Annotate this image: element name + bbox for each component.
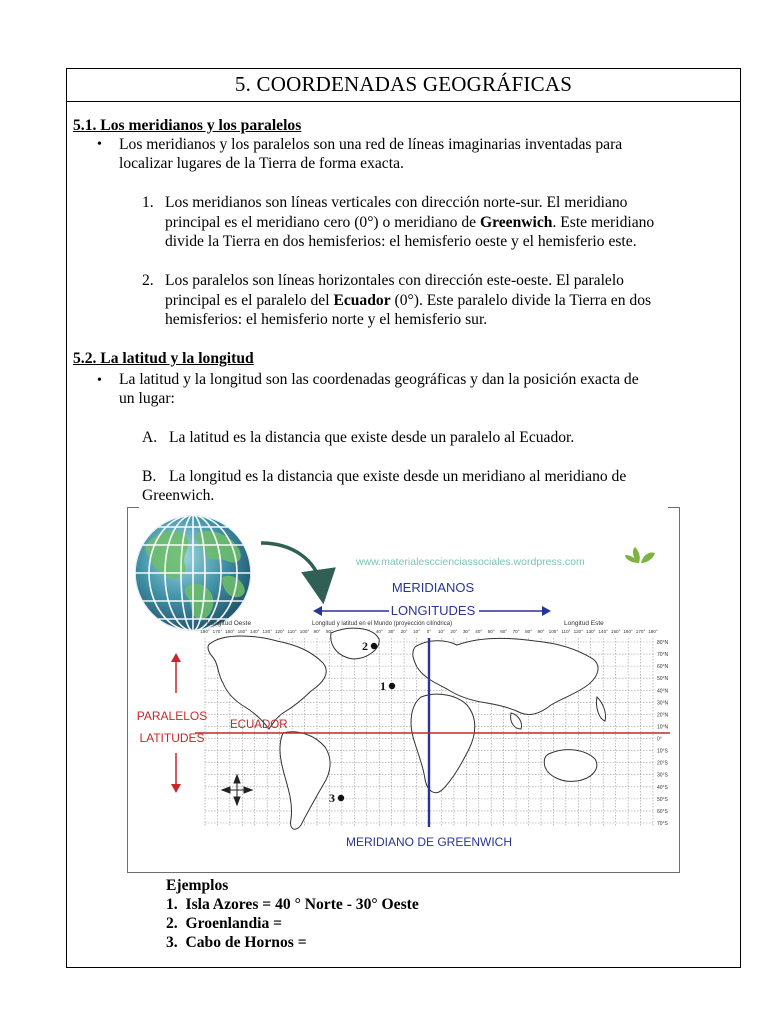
- longitude-tick-label: 10°: [437, 629, 445, 634]
- section1-bullet-line1: Los meridianos y los paralelos son una red de líneas imaginarias inventadas para: [119, 136, 623, 153]
- arrow-right-icon: [542, 606, 551, 616]
- longitude-tick-label: 120°: [274, 629, 285, 634]
- meridianos-label: MERIDIANOS: [391, 580, 475, 595]
- latitude-tick-label: 30°N: [657, 700, 669, 707]
- longitude-tick-label: 180°: [648, 629, 658, 634]
- latitude-tick-label: 70°N: [657, 652, 669, 659]
- section2-bullet-line1: La latitud y la longitud son las coordenadas geográficas y dan la posición exacta de: [119, 371, 639, 388]
- longitude-tick-label: 0°: [426, 629, 432, 634]
- item1-line2: [165, 213, 654, 233]
- longitude-tick-label: 70°: [512, 629, 520, 634]
- curved-arrow-icon: [261, 543, 321, 587]
- longitude-tick-label: 30°: [462, 629, 470, 634]
- section1-bullet-line2: localizar lugares de la Tierra de forma exacta.: [119, 155, 404, 172]
- ecuador-term: Ecuador: [333, 292, 391, 309]
- itemB-line1: La longitud es la distancia que existe desde un meridiano al meridiano de: [169, 468, 627, 485]
- marker-3-label: 3: [329, 791, 335, 805]
- coordinates-figure: [127, 507, 680, 873]
- longitude-tick-label: 90°: [313, 629, 321, 634]
- arrow-left-icon: [313, 606, 322, 616]
- longitude-tick-label: 120°: [573, 629, 584, 634]
- longitude-tick-label: 170°: [212, 629, 223, 634]
- longitude-tick-label: 150°: [610, 629, 621, 634]
- globe-icon: [135, 515, 251, 631]
- example-item-1: [166, 896, 419, 914]
- latitude-tick-label: 80°N: [657, 640, 669, 646]
- longitude-tick-label: 50°: [487, 629, 495, 634]
- example-number: 1.: [166, 896, 178, 913]
- examples-heading: Ejemplos: [166, 877, 229, 894]
- example-text: Isla Azores = 40 ° Norte - 30° Oeste: [185, 896, 419, 913]
- latitude-tick-label: 20°S: [657, 760, 668, 767]
- section-heading-latitud: 5.2. La latitud y la longitud: [73, 350, 254, 367]
- latitude-tick-label: 10°N: [657, 724, 669, 731]
- latitude-tick-label: 50°S: [657, 796, 668, 803]
- section2-bullet-line2: un lugar:: [119, 390, 175, 407]
- latitude-tick-label: 60°N: [657, 664, 669, 671]
- longitud-oeste-label: Longitud Oeste: [207, 620, 252, 627]
- example-text: Groenlandia =: [185, 915, 283, 932]
- latitude-tick-label: 20°N: [657, 712, 669, 719]
- longitude-tick-label: 110°: [287, 629, 297, 634]
- website-url: www.materialesccienciassociales.wordpress.com: [356, 556, 585, 568]
- bullet-dot: •: [97, 373, 102, 388]
- item2-line2: [165, 291, 651, 311]
- longitude-tick-labels: [200, 629, 658, 634]
- longitude-tick-label: 110°: [561, 629, 571, 634]
- marker-1-dot: [389, 683, 395, 689]
- item2-line2-text: principal es el paralelo del: [165, 292, 334, 309]
- longitude-tick-label: 140°: [598, 629, 608, 634]
- longitude-tick-label: 160°: [225, 629, 235, 634]
- longitude-tick-label: 40°: [475, 629, 483, 634]
- longitude-tick-label: 170°: [635, 629, 646, 634]
- item2-number: 2.: [142, 272, 154, 289]
- page-title: 5. COORDENADAS GEOGRÁFICAS: [67, 69, 740, 102]
- map-title: Longitud y latitud en el Mundo (proyección cilíndrica): [312, 621, 453, 627]
- marker-3-dot: [338, 795, 344, 801]
- longitude-tick-label: 160°: [623, 629, 633, 634]
- latitude-tick-label: 30°S: [657, 772, 668, 779]
- item1-line1: Los meridianos son líneas verticales con dirección norte-sur. El meridiano: [165, 194, 628, 211]
- plant-icon: [625, 547, 655, 563]
- longitude-tick-label: 80°: [525, 629, 533, 634]
- itemA-text: La latitud es la distancia que existe desde un paralelo al Ecuador.: [169, 429, 575, 446]
- longitude-tick-label: 40°: [375, 629, 383, 634]
- latitude-tick-label: 10°S: [657, 748, 668, 755]
- example-item-2: [166, 915, 282, 933]
- example-number: 2.: [166, 915, 178, 932]
- longitude-tick-label: 180°: [200, 629, 210, 634]
- longitude-tick-label: 130°: [262, 629, 272, 634]
- longitudes-label: LONGITUDES: [390, 603, 476, 618]
- latitude-tick-label: 40°N: [657, 688, 669, 695]
- latitudes-label: LATITUDES: [139, 731, 205, 745]
- bullet-dot: •: [97, 137, 102, 152]
- paralelos-label: PARALELOS: [136, 709, 208, 723]
- longitud-este-label: Longitud Este: [564, 620, 604, 627]
- latitude-tick-label: 0°: [657, 736, 662, 743]
- itemB-line2: Greenwich.: [142, 487, 215, 504]
- marker-2-dot: [371, 643, 377, 649]
- example-item-3: [166, 934, 307, 952]
- compass-rose-icon: [222, 775, 252, 805]
- item1-line2-text: principal es el meridiano cero (0°) o meridiano de: [165, 214, 480, 231]
- longitude-tick-label: 100°: [299, 629, 310, 634]
- longitude-tick-label: 20°: [450, 629, 458, 634]
- item2-line1: Los paralelos son líneas horizontales con dirección este-oeste. El paralelo: [165, 272, 624, 289]
- greenwich-meridian-label: MERIDIANO DE GREENWICH: [345, 835, 513, 849]
- longitude-tick-label: 20°: [400, 629, 408, 634]
- longitude-tick-label: 60°: [500, 629, 508, 634]
- latitude-tick-label: 60°S: [657, 808, 668, 815]
- greenwich-term: Greenwich: [479, 214, 553, 231]
- item1-number: 1.: [142, 194, 154, 211]
- ecuador-label: ECUADOR: [230, 719, 288, 731]
- itemA-letter: A.: [142, 429, 158, 446]
- longitude-tick-label: 130°: [586, 629, 596, 634]
- longitude-tick-label: 90°: [537, 629, 545, 634]
- figure-illustration: [127, 507, 680, 873]
- example-number: 3.: [166, 934, 178, 951]
- item2-line3: hemisferios: el hemisferio norte y el hemisferio sur.: [165, 311, 488, 328]
- marker-1-label: 1: [380, 679, 386, 693]
- arrow-up-icon: [171, 653, 181, 662]
- longitude-tick-label: 30°: [388, 629, 396, 634]
- itemB-letter: B.: [142, 468, 157, 485]
- latitude-tick-label: 50°N: [657, 676, 669, 683]
- marker-2-label: 2: [362, 639, 368, 653]
- longitude-tick-label: 100°: [548, 629, 559, 634]
- section-heading-meridianos: 5.1. Los meridianos y los paralelos: [73, 117, 302, 134]
- longitude-tick-label: 80°: [325, 629, 333, 634]
- arrow-down-icon: [171, 784, 181, 793]
- longitude-tick-label: 150°: [237, 629, 248, 634]
- longitude-tick-label: 10°: [413, 629, 421, 634]
- example-text: Cabo de Hornos =: [185, 934, 307, 951]
- item1-line2-end: . Este meridiano: [552, 214, 655, 231]
- item1-line3: divide la Tierra en dos hemisferios: el hemisferio oeste y el hemisferio este.: [165, 233, 637, 250]
- latitude-tick-label: 40°S: [657, 784, 668, 791]
- latitude-tick-label: 70°S: [657, 821, 668, 827]
- item2-line2-end: (0°). Este paralelo divide la Tierra en dos: [390, 292, 652, 309]
- longitude-tick-label: 140°: [250, 629, 260, 634]
